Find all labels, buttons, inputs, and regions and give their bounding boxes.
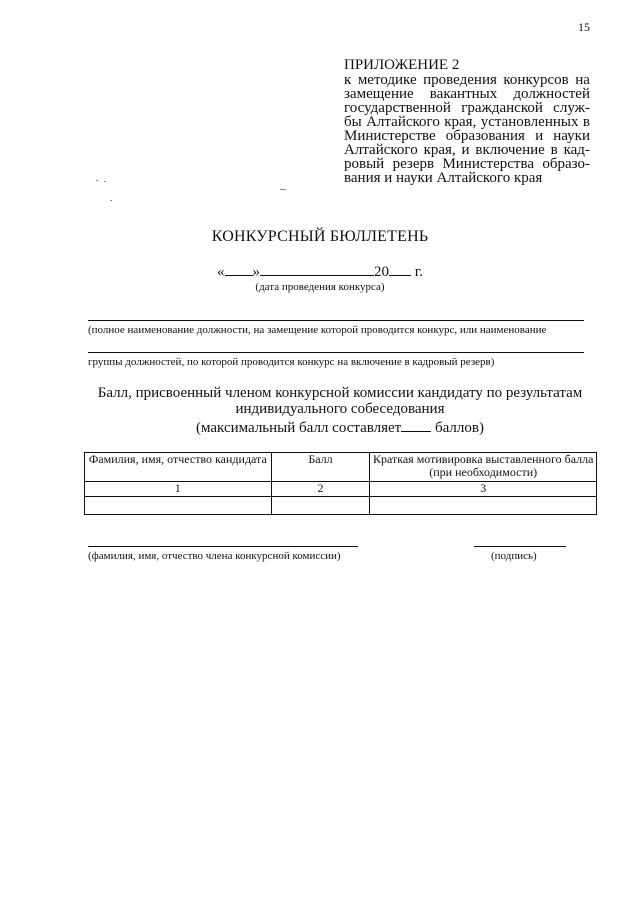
- column-header-name: Фамилия, имя, отчество кандидата: [85, 453, 272, 482]
- position-line-2: [88, 352, 584, 353]
- appendix-word: установленных: [480, 114, 579, 130]
- appendix-word: на: [575, 72, 590, 88]
- score-heading-line-2: индивидуального собеседования: [235, 401, 445, 417]
- appendix-line: [344, 171, 590, 185]
- appendix-word: науки: [553, 128, 590, 144]
- appendix-word: в: [550, 142, 558, 158]
- appendix-word: края,: [444, 114, 477, 130]
- scan-speck: [110, 200, 112, 201]
- appendix-line: [344, 101, 590, 115]
- max-score-blank: [401, 418, 431, 432]
- appendix-word: замещение: [344, 86, 414, 102]
- appendix-block: [344, 58, 590, 185]
- score-heading-line-1: Балл, присвоенный членом конкурсной комиссии кандидату по результатам: [97, 385, 583, 401]
- appendix-word: образо-: [542, 156, 590, 172]
- scan-speck: [280, 189, 286, 190]
- column-number-2: 2: [271, 482, 370, 497]
- appendix-line: [344, 87, 590, 101]
- table-header-row: [85, 453, 597, 482]
- day-blank: [225, 262, 253, 276]
- date-close-quote: »: [252, 264, 261, 280]
- appendix-word: вакантных: [429, 86, 498, 102]
- date-caption: (дата проведения конкурса): [255, 281, 385, 293]
- position-line-1: [88, 320, 584, 321]
- appendix-word: резерв: [392, 156, 435, 172]
- appendix-line: [344, 157, 590, 171]
- appendix-line: [344, 115, 590, 129]
- score-table: [84, 452, 597, 515]
- appendix-word: края,: [423, 142, 456, 158]
- appendix-word: и: [461, 142, 470, 158]
- reason-cell: [370, 497, 597, 515]
- appendix-word: служ-: [553, 100, 590, 116]
- appendix-word: гражданской: [461, 100, 543, 116]
- column-number-3: 3: [370, 482, 597, 497]
- appendix-word: должностей: [513, 86, 590, 102]
- scan-speck: [104, 181, 106, 182]
- appendix-word: образования: [445, 128, 525, 144]
- column-number-1: 1: [85, 482, 272, 497]
- member-name-caption: (фамилия, имя, отчество члена конкурсной комиссии): [88, 550, 341, 562]
- score-cell: [271, 497, 370, 515]
- appendix-word: Министерстве: [344, 128, 436, 144]
- appendix-title: ПРИЛОЖЕНИЕ 2: [344, 57, 460, 73]
- signature-line: [474, 546, 566, 547]
- candidate-name-cell: [85, 497, 272, 515]
- appendix-word: государственной: [344, 100, 451, 116]
- member-name-line: [88, 546, 358, 547]
- year-blank: [389, 262, 411, 276]
- appendix-word: и: [535, 128, 544, 144]
- date-open-quote: «: [217, 264, 225, 280]
- column-header-reason: Краткая мотивировка выставленного балла (при необходимости): [370, 453, 597, 482]
- appendix-word: кад-: [563, 142, 590, 158]
- appendix-word: бы: [344, 114, 362, 130]
- appendix-line: [344, 143, 590, 157]
- appendix-word: конкурсов: [503, 72, 569, 88]
- appendix-text: [344, 73, 590, 185]
- score-heading-line-3: (максимальный балл составляет баллов): [196, 420, 484, 436]
- page-number: 15: [578, 20, 590, 34]
- appendix-word: методике: [357, 72, 417, 88]
- appendix-word: Алтайского: [366, 114, 440, 130]
- scan-speck: [96, 180, 98, 181]
- position-caption-1: (полное наименование должности, на замещение которой проводится конкурс, или наименование: [88, 324, 547, 336]
- signature-caption: (подпись): [491, 550, 537, 562]
- appendix-word: включение: [475, 142, 545, 158]
- appendix-word: в: [582, 114, 590, 130]
- month-blank: [260, 262, 374, 276]
- column-header-score: Балл: [271, 453, 370, 482]
- position-caption-2: группы должностей, по которой проводится конкурс на включение в кадровый резерв): [88, 356, 495, 368]
- date-field: [0, 262, 640, 281]
- year-suffix: г.: [414, 264, 423, 280]
- appendix-word: вания и науки Алтайского края: [344, 170, 543, 186]
- appendix-line: [344, 73, 590, 87]
- document-title: КОНКУРСНЫЙ БЮЛЛЕТЕНЬ: [211, 228, 429, 245]
- appendix-word: Министерства: [442, 156, 534, 172]
- appendix-word: Алтайского: [344, 142, 418, 158]
- appendix-word: проведения: [423, 72, 497, 88]
- appendix-word: ровый: [344, 156, 385, 172]
- appendix-word: к: [344, 72, 352, 88]
- table-row: [85, 497, 597, 515]
- year-prefix: 20: [374, 264, 390, 280]
- table-number-row: [85, 482, 597, 497]
- appendix-line: [344, 129, 590, 143]
